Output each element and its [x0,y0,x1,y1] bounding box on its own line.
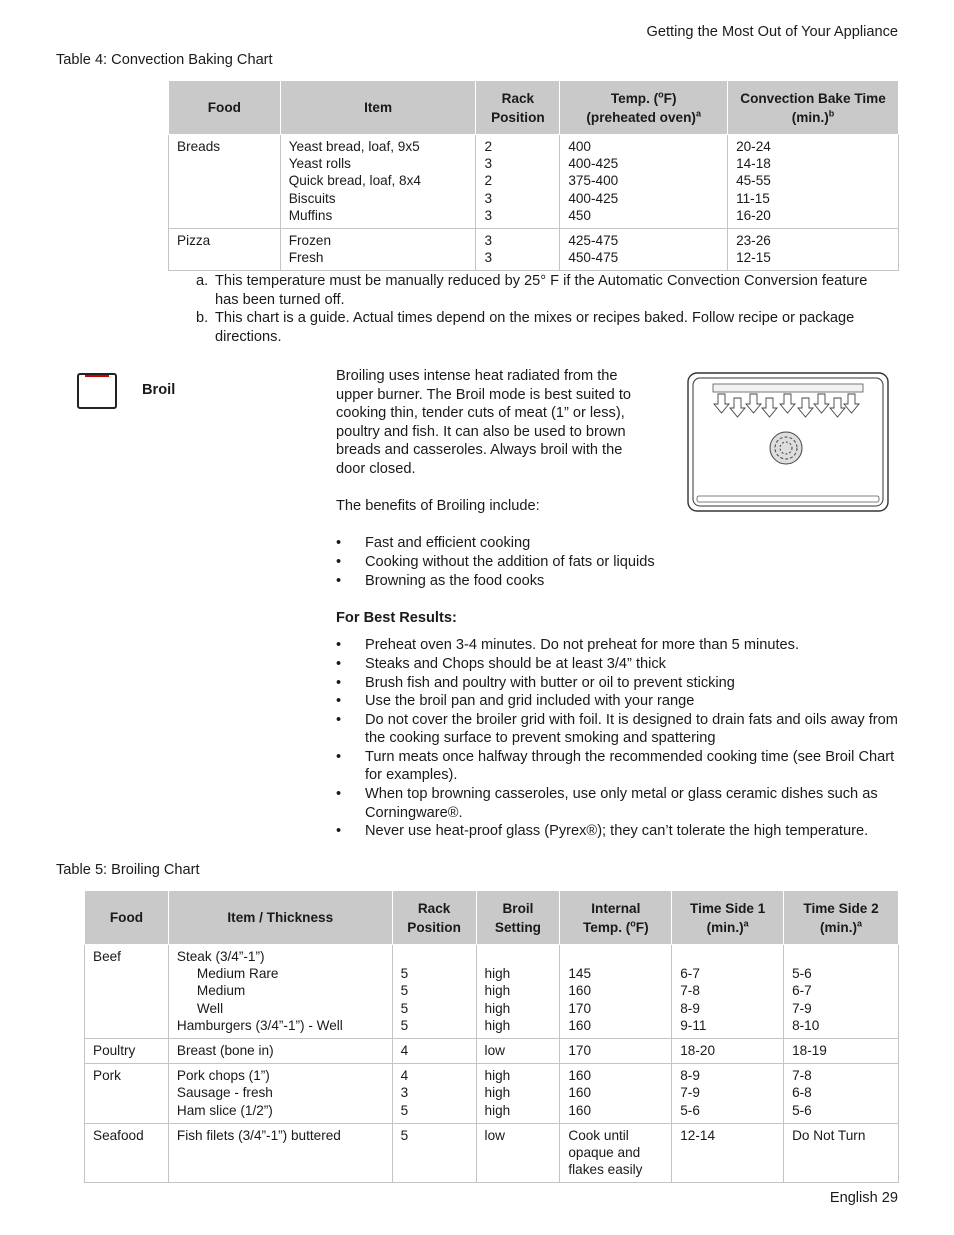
time-side-2-cell: 18-19 [784,1039,899,1064]
food-cell: Poultry [85,1039,169,1064]
list-item: • Brush fish and poultry with butter or oil to prevent sticking [336,674,735,691]
list-item: • Cooking without the addition of fats or liquids [336,553,655,570]
temp-cell: 400 400-425 375-400 400-425 450 [560,135,728,229]
time-side-1-cell: 12-14 [672,1123,784,1183]
broil-heading: Broil [142,382,176,398]
bullet-icon: • [336,711,342,728]
list-item: • Turn meats once halfway through the recommended cooking time (see Broil Chart for examples). [336,748,895,784]
item-cell: Frozen Fresh [280,229,476,271]
food-cell: Pork [85,1064,169,1124]
list-item: • Browning as the food cooks [336,572,545,589]
bullet-icon: • [336,655,342,672]
convection-baking-table [168,80,899,271]
bullet-icon: • [336,637,342,654]
col-food: Food [85,891,169,945]
list-item: • Use the broil pan and grid included with your range [336,693,695,710]
list-item: • Do not cover the broiler grid with foil. It is designed to drain fats and oils away from the cooking surface to prevent smoking and spattering [336,711,898,747]
col-food: Food [169,81,281,135]
rack-cell: 4 3 5 [392,1064,476,1124]
list-item: • Preheat oven 3-4 minutes. Do not preheat for more than 5 minutes. [336,637,800,654]
table-row [85,1039,899,1064]
col-broil-setting: Broil Setting [476,891,560,945]
time-side-2-cell: Do Not Turn [784,1123,899,1183]
broil-mode-icon [77,373,117,409]
table-row [85,945,899,1039]
rack-cell: 2 3 2 3 3 [476,135,560,229]
broil-intro: Broiling uses intense heat radiated from the upper burner. The Broil mode is best suited to cooking thin, tender cuts of meat (1” or less), poultry and fish. It can also be used to brown breads and casseroles. Always broil with the door closed. [336,368,632,477]
rack-cell: 5 [392,1123,476,1183]
col-rack: Rack Position [476,81,560,135]
time-cell: 20-24 14-18 45-55 11-15 16-20 [728,135,899,229]
item-cell: Steak (3/4”-1”) Medium Rare Medium Well Hamburgers (3/4”-1”) - Well [168,945,392,1039]
temp-cell: Cook until opaque and flakes easily [560,1123,672,1183]
col-item-thickness: Item / Thickness [168,891,392,945]
item-cell: Breast (bone in) [168,1039,392,1064]
best-results-heading: For Best Results: [336,609,457,626]
time-cell: 23-26 12-15 [728,229,899,271]
table5-caption: Table 5: Broiling Chart [56,862,200,878]
list-item: • When top browning casseroles, use only metal or glass ceramic dishes such as Corningware®. [336,786,878,821]
broiling-chart-table [84,890,899,1183]
col-rack: Rack Position [392,891,476,945]
bullet-icon: • [336,572,342,589]
time-side-2-cell: 5-6 6-7 7-9 8-10 [784,945,899,1039]
setting-cell: low [476,1039,560,1064]
item-cell: Yeast bread, loaf, 9x5 Yeast rolls Quick bread, loaf, 8x4 Biscuits Muffins [280,135,476,229]
list-item: • Never use heat-proof glass (Pyrex®); they can’t tolerate the high temperature. [336,823,869,840]
running-header: Getting the Most Out of Your Appliance [646,24,898,40]
bullet-icon: • [336,674,342,691]
list-item: • Fast and efficient cooking [336,535,531,552]
page-number: English 29 [829,1190,898,1206]
col-time-side-1: Time Side 1 $(\min.)^a$ [672,891,784,945]
bullet-icon: • [336,823,342,840]
table-row [85,1123,899,1183]
temp-cell: 160 160 160 [560,1064,672,1124]
table-row [169,135,899,229]
bullet-icon: • [336,553,342,570]
food-cell: Seafood [85,1123,169,1183]
note-b: b. This chart is a guide. Actual times depend on the mixes or recipes baked. Follow recipe or package directions. [196,310,855,345]
food-cell: Pizza [169,229,281,271]
temp-cell: 170 [560,1039,672,1064]
bullet-icon: • [336,535,342,552]
rack-cell: 3 3 [476,229,560,271]
table-row [85,1064,899,1124]
setting-cell: low [476,1123,560,1183]
setting-cell: high high high high [476,945,560,1039]
bullet-icon: • [336,786,342,803]
time-side-1-cell: 18-20 [672,1039,784,1064]
time-side-2-cell: 7-8 6-8 5-6 [784,1064,899,1124]
bullet-icon: • [336,748,342,765]
bullet-icon: • [336,693,342,710]
item-cell: Pork chops (1”) Sausage - fresh Ham slice (1/2”) [168,1064,392,1124]
table4-caption: Table 4: Convection Baking Chart [56,52,273,68]
col-item: Item [280,81,476,135]
broil-oven-diagram [687,372,889,512]
time-side-1-cell: 8-9 7-9 5-6 [672,1064,784,1124]
food-cell: Beef [85,945,169,1039]
temp-cell: 425-475 450-475 [560,229,728,271]
setting-cell: high high high [476,1064,560,1124]
col-temp: Temp. ($^o$F) (preheated oven)$^a$ [560,81,728,135]
benefits-list [336,534,898,590]
col-internal-temp: Internal Temp. ($^o$F) [560,891,672,945]
col-time-side-2: Time Side 2 $(\min.)^a$ [784,891,899,945]
food-cell: Breads [169,135,281,229]
rack-cell: 4 [392,1039,476,1064]
benefits-intro: The benefits of Broiling include: [336,498,540,515]
list-item: • Steaks and Chops should be at least 3/4” thick [336,655,666,672]
note-a: a. This temperature must be manually reduced by 25° F if the Automatic Convection Conversion feature has been turned off. [196,273,868,308]
time-side-1-cell: 6-7 7-8 8-9 9-11 [672,945,784,1039]
rack-cell: 5 5 5 5 [392,945,476,1039]
best-results-list [336,636,898,841]
table4-notes [196,272,876,346]
item-cell: Fish filets (3/4”-1”) buttered [168,1123,392,1183]
table-row [169,229,899,271]
temp-cell: 145 160 170 160 [560,945,672,1039]
col-time: Convection Bake Time $(\min.)^b$ [728,81,899,135]
